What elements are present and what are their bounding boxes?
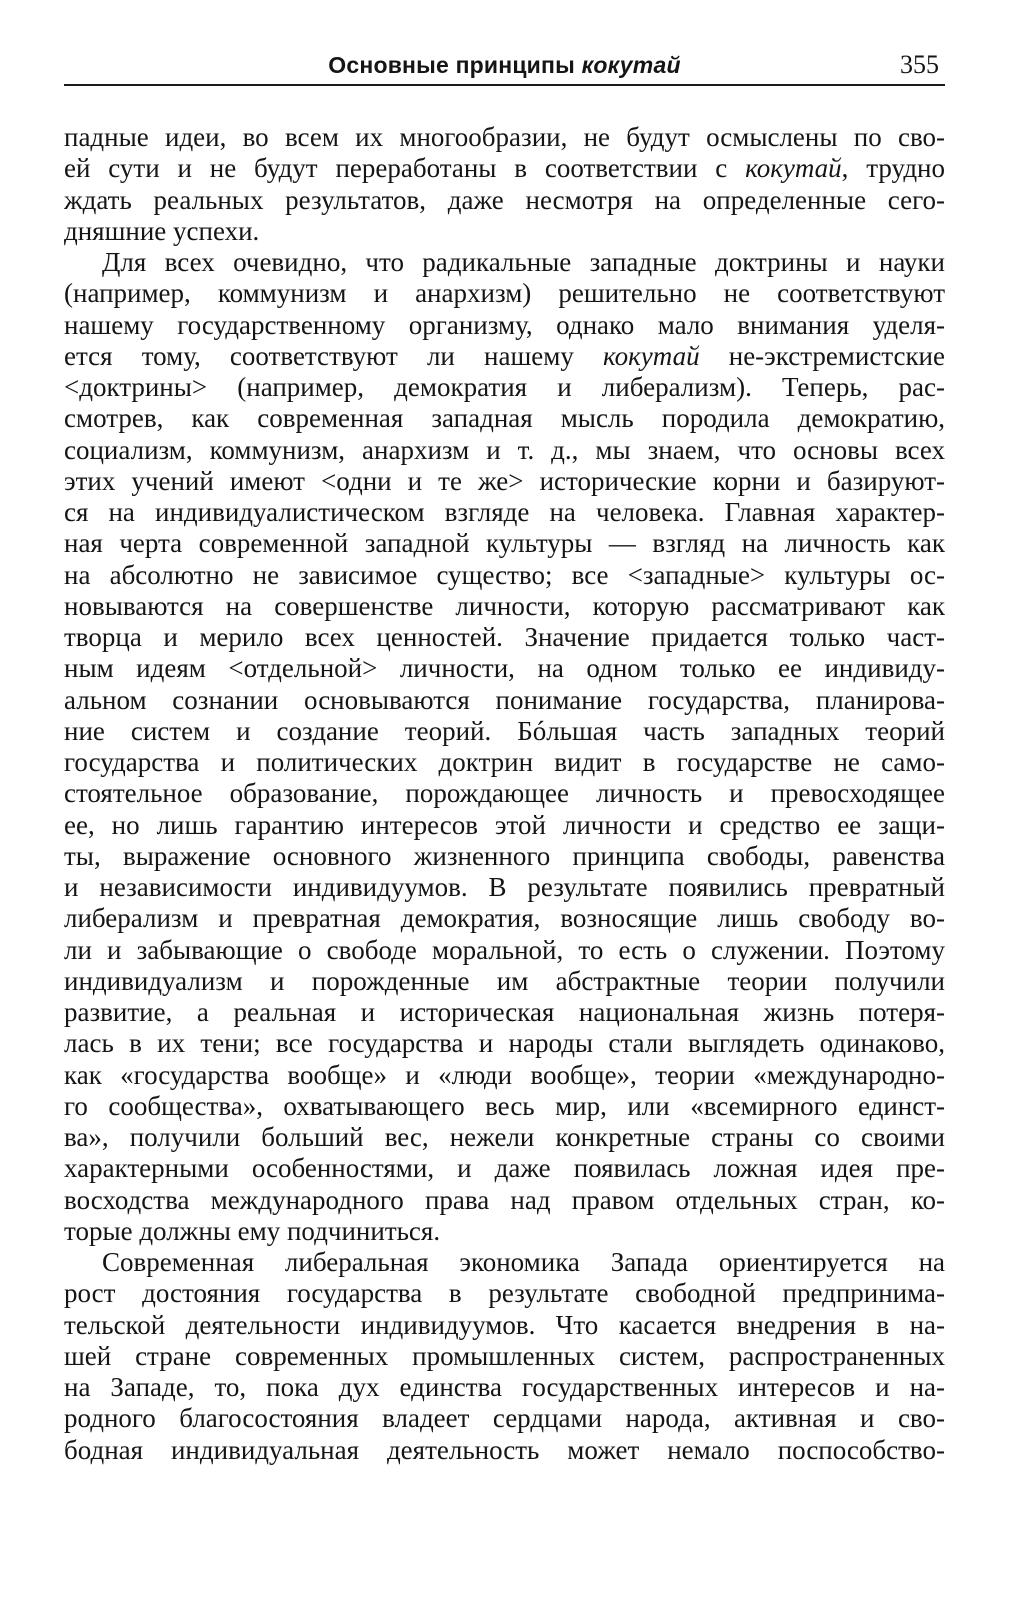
text-segment: Для всех очевидно, что радикальные западные доктрины и науки (102, 247, 945, 277)
text-line (64, 435, 945, 466)
italic-term: кокутай (745, 153, 842, 184)
text-segment: новываются на совершенстве личности, которую рассматривают как (64, 590, 945, 621)
text-line (64, 122, 945, 153)
text-segment: рост достояния государства в результате свободной предпринима- (64, 1278, 945, 1309)
running-title-italic: кокутай (581, 52, 681, 78)
text-segment: торые должны ему подчиниться. (64, 1215, 441, 1246)
text-segment: ее, но лишь гарантию интересов этой личности и средство ее защи- (64, 809, 945, 840)
text-line (64, 153, 945, 184)
text-segment: социализм, коммунизм, анархизм и т. д., мы знаем, что основы всех (64, 434, 945, 465)
text-segment: ная черта современной западной культуры — взгляд на личность как (64, 528, 945, 559)
text-line (64, 997, 945, 1028)
text-line (64, 622, 945, 653)
running-header (64, 40, 945, 86)
text-segment: бодная индивидуальная деятельность может немало поспособство- (64, 1434, 945, 1465)
text-segment: этих учений имеют <одни и те же> исторические корни и базируют- (64, 465, 945, 496)
text-segment: ты, выражение основного жизненного принципа свободы, равенства (64, 840, 945, 871)
text-line (64, 716, 945, 747)
text-line (64, 591, 945, 622)
text-line (64, 653, 945, 684)
text-line (64, 216, 945, 247)
text-segment: (например, коммунизм и анархизм) решительно не соответствуют (64, 278, 945, 309)
text-line (64, 310, 945, 341)
text-line (64, 903, 945, 934)
text-line (64, 1091, 945, 1122)
text-line (64, 685, 945, 716)
text-segment: альном сознании основываются понимание государства, планирова- (64, 684, 945, 715)
text-segment: ва», получили больший вес, нежели конкретные страны со своими (64, 1122, 945, 1152)
text-segment: стоятельное образование, порождающее личность и превосходящее (64, 778, 945, 809)
text-line (64, 778, 945, 809)
text-segment: индивидуализм и порожденные им абстрактные теории получили (64, 965, 945, 996)
text-segment: и независимости индивидуумов. В результате появились превратный (64, 872, 945, 902)
text-line (64, 1341, 945, 1372)
text-segment: восходства международного права над правом отдельных стран, ко- (64, 1184, 945, 1215)
text-segment: , трудно (841, 153, 945, 184)
italic-term: кокутай (603, 340, 700, 371)
text-segment: падные идеи, во всем их многообразии, не будут осмыслены по сво- (64, 122, 945, 152)
text-segment: ние систем и создание теорий. Бóльшая часть западных теорий (64, 715, 945, 746)
text-line (64, 341, 945, 372)
text-segment: либерализм и превратная демократия, возносящие лишь свободу во- (64, 903, 945, 934)
text-line (64, 841, 945, 872)
text-segment: дняшние успехи. (64, 215, 260, 246)
text-line (64, 1403, 945, 1434)
text-line (64, 1028, 945, 1059)
text-line (64, 528, 945, 559)
text-line (64, 1435, 945, 1466)
text-segment: лась в их тени; все государства и народы стали выглядеть одинаково, (64, 1028, 945, 1059)
text-line (64, 1372, 945, 1403)
text-line (64, 935, 945, 966)
text-segment: ется тому, соответствуют ли нашему (64, 340, 604, 371)
text-segment: смотрев, как современная западная мысль породила демократию, (64, 403, 945, 434)
text-line (64, 403, 945, 434)
text-line (64, 278, 945, 309)
body-text (64, 122, 945, 1466)
text-line (64, 872, 945, 903)
running-title-main: Основные принципы (328, 52, 582, 78)
text-line (64, 1247, 945, 1278)
text-segment: тельской деятельности индивидуумов. Что касается внедрения в на- (64, 1309, 945, 1340)
text-line (64, 1185, 945, 1216)
book-page (64, 40, 945, 1466)
running-title (64, 52, 945, 79)
text-line (64, 247, 945, 278)
text-segment: характерными особенностями, и даже появилась ложная идея пре- (64, 1153, 945, 1184)
text-line (64, 185, 945, 216)
text-line (64, 810, 945, 841)
text-line (64, 1060, 945, 1091)
text-segment: <доктрины> (например, демократия и либерализм). Теперь, рас- (64, 372, 945, 402)
text-line (64, 560, 945, 591)
text-segment: родного благосостояния владеет сердцами народа, активная и сво- (64, 1403, 945, 1434)
text-line (64, 466, 945, 497)
page-number: 355 (900, 50, 939, 79)
text-segment: ждать реальных результатов, даже несмотря на определенные сего- (64, 184, 945, 215)
text-segment: ся на индивидуалистическом взгляде на человека. Главная характер- (64, 497, 945, 527)
text-segment: го сообщества», охватывающего весь мир, или «всемирного единст- (64, 1090, 945, 1121)
text-line (64, 1278, 945, 1309)
text-segment: ным идеям <отдельной> личности, на одном только ее индивиду- (64, 653, 945, 684)
text-segment: Современная либеральная экономика Запада ориентируется на (102, 1247, 945, 1277)
text-line (64, 1216, 945, 1247)
text-line (64, 966, 945, 997)
text-segment: шей стране современных промышленных систем, распространенных (64, 1340, 945, 1371)
text-segment: как «государства вообще» и «люди вообще», теории «международно- (64, 1059, 945, 1090)
paragraph (64, 122, 945, 247)
text-line (64, 747, 945, 778)
paragraph (64, 247, 945, 1247)
text-segment: развитие, а реальная и историческая национальная жизнь потеря- (64, 997, 945, 1027)
text-segment: не-экстремистские (699, 340, 945, 371)
text-segment: ей сути и не будут переработаны в соответствии с (64, 153, 746, 184)
text-segment: нашему государственному организму, однако мало внимания уделя- (64, 309, 945, 340)
text-line (64, 372, 945, 403)
paragraph (64, 1247, 945, 1466)
text-line (64, 1310, 945, 1341)
text-segment: государства и политических доктрин видит в государстве не само- (64, 747, 945, 777)
text-segment: ли и забывающие о свободе моральной, то есть о служении. Поэтому (64, 934, 945, 965)
text-line (64, 1122, 945, 1153)
text-line (64, 1153, 945, 1184)
text-line (64, 497, 945, 528)
text-segment: на Западе, то, пока дух единства государственных интересов и на- (64, 1372, 945, 1402)
text-segment: на абсолютно не зависимое существо; все <западные> культуры ос- (64, 559, 945, 590)
text-segment: творца и мерило всех ценностей. Значение придается только част- (64, 622, 945, 652)
